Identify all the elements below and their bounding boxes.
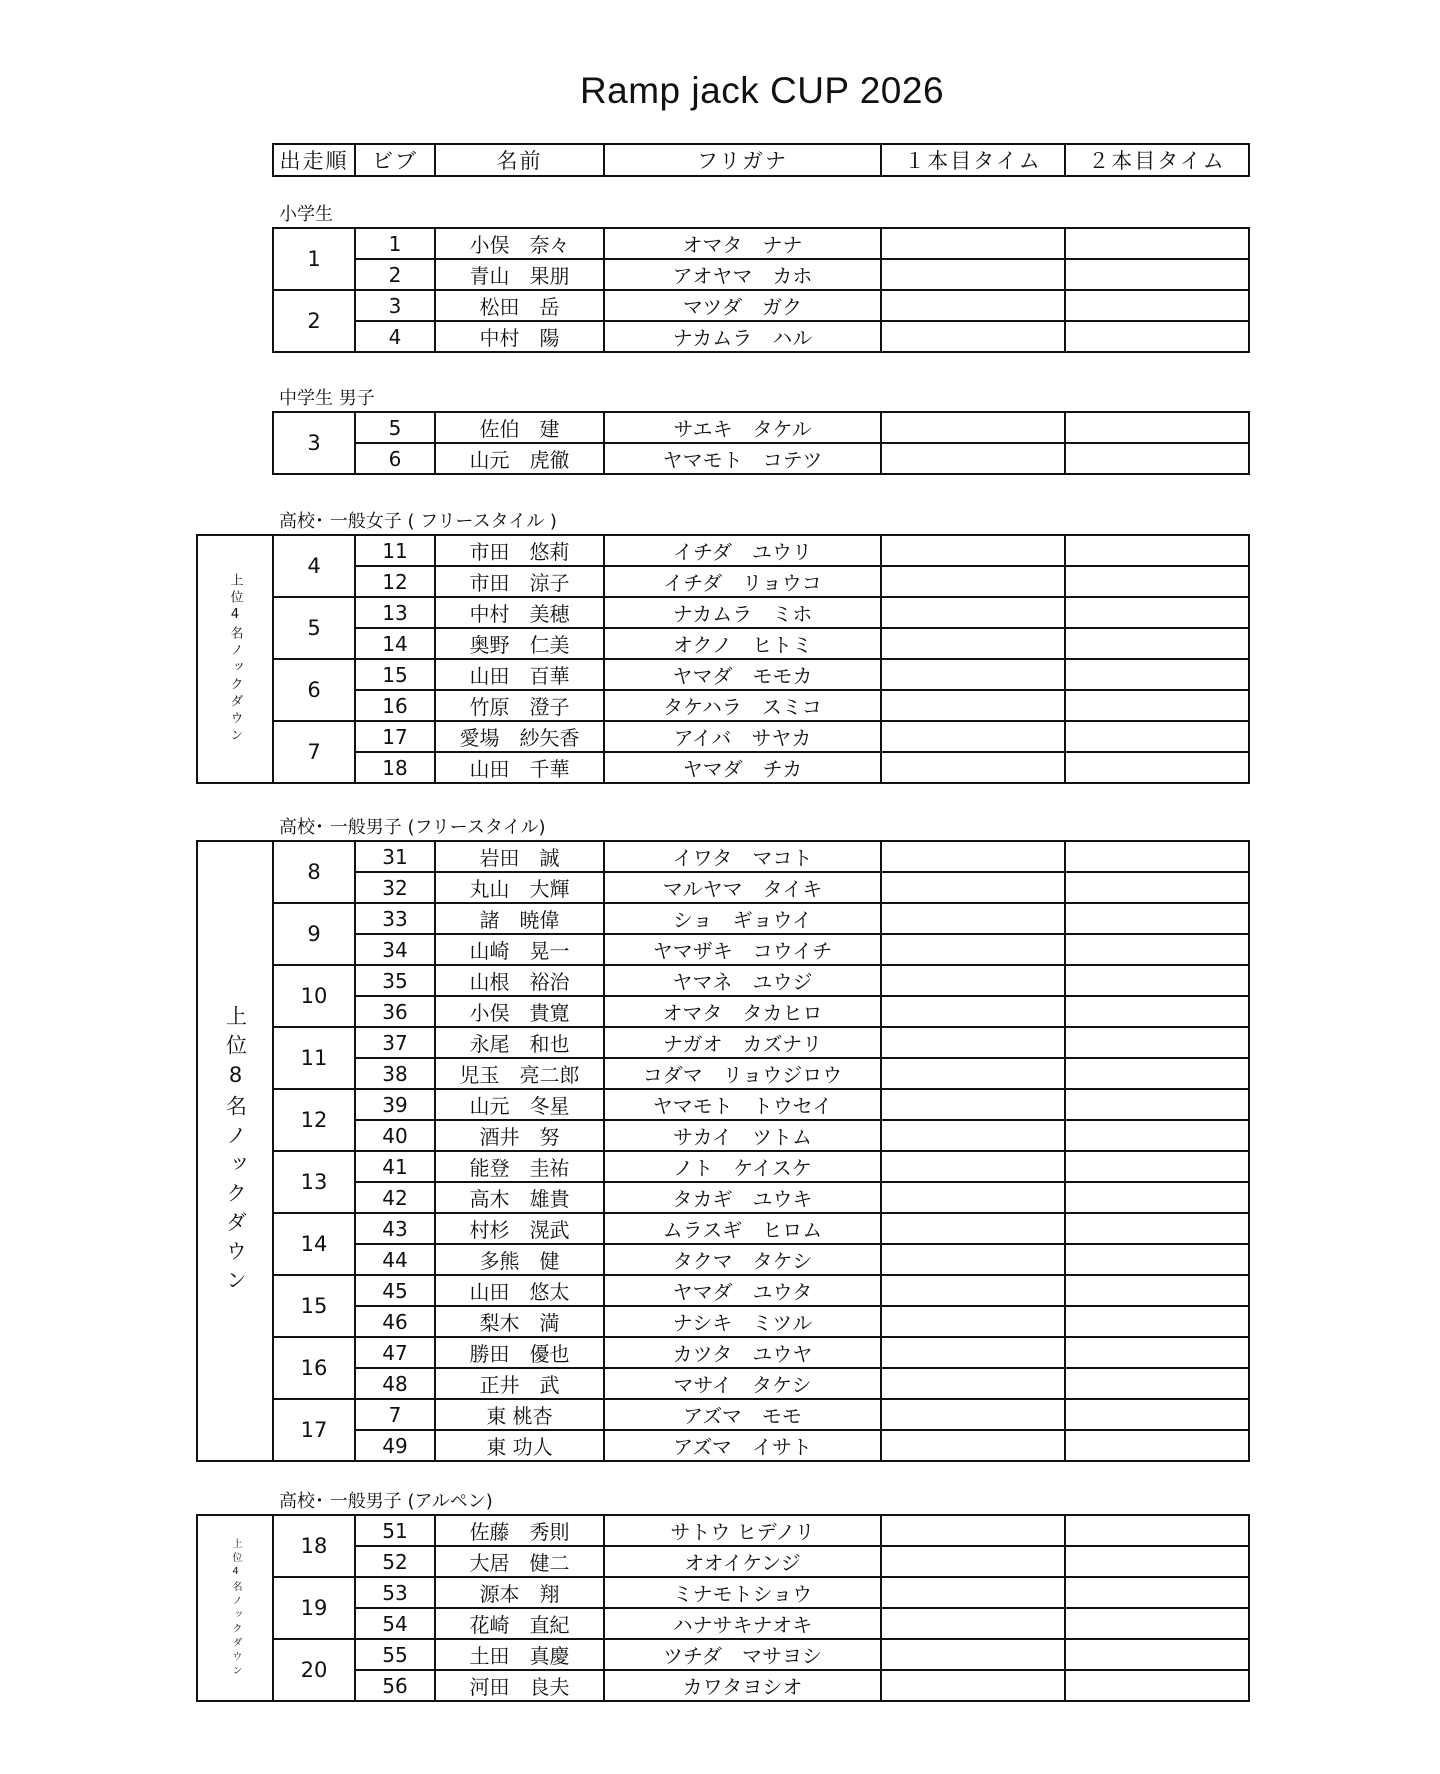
header-time-1: １本目タイム — [881, 144, 1065, 176]
rider-furigana: カツタ ユウヤ — [604, 1337, 881, 1368]
table-row — [273, 412, 1249, 443]
time-2-cell[interactable] — [1065, 321, 1249, 352]
rider-name: 山元 虎徹 — [435, 443, 604, 474]
time-1-cell[interactable] — [881, 1670, 1065, 1701]
time-2-cell[interactable] — [1065, 597, 1249, 628]
time-1-cell[interactable] — [881, 597, 1065, 628]
time-1-cell[interactable] — [881, 1244, 1065, 1275]
table-row — [273, 259, 1249, 290]
bib-number: 12 — [355, 566, 435, 597]
rider-furigana: ナカムラ ハル — [604, 321, 881, 352]
time-2-cell[interactable] — [1065, 934, 1249, 965]
time-1-cell[interactable] — [881, 321, 1065, 352]
run-order: 14 — [273, 1213, 355, 1275]
rider-name: 山崎 晃一 — [435, 934, 604, 965]
rider-furigana: ムラスギ ヒロム — [604, 1213, 881, 1244]
table-row — [197, 934, 1249, 965]
table-row — [197, 1058, 1249, 1089]
table-row — [197, 721, 1249, 752]
table-row — [197, 965, 1249, 996]
bib-number: 35 — [355, 965, 435, 996]
bib-number: 42 — [355, 1182, 435, 1213]
time-2-cell[interactable] — [1065, 1089, 1249, 1120]
rider-furigana: サトウ ヒデノリ — [604, 1515, 881, 1546]
table-row — [273, 443, 1249, 474]
table-row — [273, 290, 1249, 321]
section-label: 小学生 — [279, 204, 333, 225]
bib-number: 46 — [355, 1306, 435, 1337]
rider-furigana: タカギ ユウキ — [604, 1182, 881, 1213]
section-label: 高校･ 一般男子 (フリースタイル) — [279, 817, 546, 838]
time-1-cell[interactable] — [881, 1337, 1065, 1368]
table-row — [197, 1275, 1249, 1306]
time-2-cell[interactable] — [1065, 1120, 1249, 1151]
run-order: 11 — [273, 1027, 355, 1089]
rider-furigana: イワタ マコト — [604, 841, 881, 872]
time-2-cell[interactable] — [1065, 1058, 1249, 1089]
rider-furigana: ミナモトショウ — [604, 1577, 881, 1608]
run-order: 10 — [273, 965, 355, 1027]
rider-name: 勝田 優也 — [435, 1337, 604, 1368]
rider-name: 多熊 健 — [435, 1244, 604, 1275]
bib-number: 31 — [355, 841, 435, 872]
table-row — [197, 872, 1249, 903]
rider-furigana: イチダ ユウリ — [604, 535, 881, 566]
time-1-cell[interactable] — [881, 1120, 1065, 1151]
rider-furigana: コダマ リョウジロウ — [604, 1058, 881, 1089]
time-2-cell[interactable] — [1065, 1399, 1249, 1430]
run-order: 19 — [273, 1577, 355, 1639]
time-2-cell[interactable] — [1065, 1639, 1249, 1670]
rider-name: 小俣 奈々 — [435, 228, 604, 259]
rider-furigana: ハナサキナオキ — [604, 1608, 881, 1639]
bib-number: 18 — [355, 752, 435, 783]
run-order: 16 — [273, 1337, 355, 1399]
bib-number: 3 — [355, 290, 435, 321]
time-1-cell[interactable] — [881, 535, 1065, 566]
rider-name: 市田 悠莉 — [435, 535, 604, 566]
time-2-cell[interactable] — [1065, 1213, 1249, 1244]
time-1-cell[interactable] — [881, 1639, 1065, 1670]
rider-name: 諸 暁偉 — [435, 903, 604, 934]
table-row — [197, 1546, 1249, 1577]
bib-number: 41 — [355, 1151, 435, 1182]
bib-number: 34 — [355, 934, 435, 965]
rider-furigana: カワタヨシオ — [604, 1670, 881, 1701]
bib-number: 56 — [355, 1670, 435, 1701]
rider-furigana: サエキ タケル — [604, 412, 881, 443]
time-1-cell[interactable] — [881, 1213, 1065, 1244]
rider-furigana: イチダ リョウコ — [604, 566, 881, 597]
bib-number: 51 — [355, 1515, 435, 1546]
table-row — [197, 535, 1249, 566]
rider-name: 丸山 大輝 — [435, 872, 604, 903]
time-2-cell[interactable] — [1065, 566, 1249, 597]
rider-name: 岩田 誠 — [435, 841, 604, 872]
time-2-cell[interactable] — [1065, 872, 1249, 903]
rider-furigana: アズマ イサト — [604, 1430, 881, 1461]
rider-name: 山元 冬星 — [435, 1089, 604, 1120]
time-1-cell[interactable] — [881, 752, 1065, 783]
time-2-cell[interactable] — [1065, 412, 1249, 443]
bib-number: 32 — [355, 872, 435, 903]
rider-furigana: ナカムラ ミホ — [604, 597, 881, 628]
rider-furigana: サカイ ツトム — [604, 1120, 881, 1151]
section-label: 中学生 男子 — [279, 388, 375, 409]
table-row — [273, 321, 1249, 352]
time-2-cell[interactable] — [1065, 1275, 1249, 1306]
table-row — [197, 1515, 1249, 1546]
bib-number: 11 — [355, 535, 435, 566]
rider-furigana: ツチダ マサヨシ — [604, 1639, 881, 1670]
bib-number: 54 — [355, 1608, 435, 1639]
knockdown-note — [197, 1515, 273, 1701]
time-1-cell[interactable] — [881, 1027, 1065, 1058]
time-1-cell[interactable] — [881, 1399, 1065, 1430]
time-2-cell[interactable] — [1065, 228, 1249, 259]
time-2-cell[interactable] — [1065, 1546, 1249, 1577]
table-row — [197, 1182, 1249, 1213]
time-2-cell[interactable] — [1065, 1670, 1249, 1701]
knockdown-note-text: 上位8名ノックダウン — [223, 1004, 248, 1298]
run-order: 18 — [273, 1515, 355, 1577]
rider-name: 松田 岳 — [435, 290, 604, 321]
table-row — [197, 1120, 1249, 1151]
rider-name: 能登 圭祐 — [435, 1151, 604, 1182]
rider-furigana: オクノ ヒトミ — [604, 628, 881, 659]
run-order: 4 — [273, 535, 355, 597]
bib-number: 4 — [355, 321, 435, 352]
rider-name: 正井 武 — [435, 1368, 604, 1399]
rider-name: 花崎 直紀 — [435, 1608, 604, 1639]
rider-name: 佐藤 秀則 — [435, 1515, 604, 1546]
rider-furigana: ヤマダ モモカ — [604, 659, 881, 690]
rider-name: 源本 翔 — [435, 1577, 604, 1608]
time-2-cell[interactable] — [1065, 1368, 1249, 1399]
bib-number: 33 — [355, 903, 435, 934]
time-1-cell[interactable] — [881, 903, 1065, 934]
time-1-cell[interactable] — [881, 628, 1065, 659]
time-2-cell[interactable] — [1065, 259, 1249, 290]
table-row — [197, 1213, 1249, 1244]
bib-number: 44 — [355, 1244, 435, 1275]
rider-name: 佐伯 建 — [435, 412, 604, 443]
time-2-cell[interactable] — [1065, 1337, 1249, 1368]
bib-number: 48 — [355, 1368, 435, 1399]
rider-furigana: マサイ タケシ — [604, 1368, 881, 1399]
run-order: 20 — [273, 1639, 355, 1701]
rider-name: 大居 健二 — [435, 1546, 604, 1577]
rider-furigana: ヤマモト トウセイ — [604, 1089, 881, 1120]
bib-number: 1 — [355, 228, 435, 259]
bib-number: 6 — [355, 443, 435, 474]
time-1-cell[interactable] — [881, 1089, 1065, 1120]
bib-number: 52 — [355, 1546, 435, 1577]
time-2-cell[interactable] — [1065, 628, 1249, 659]
table-row — [197, 597, 1249, 628]
bib-number: 55 — [355, 1639, 435, 1670]
bib-number: 38 — [355, 1058, 435, 1089]
rider-name: 愛場 紗矢香 — [435, 721, 604, 752]
time-2-cell[interactable] — [1065, 841, 1249, 872]
time-2-cell[interactable] — [1065, 1151, 1249, 1182]
rider-furigana: アイバ サヤカ — [604, 721, 881, 752]
rider-name: 山田 悠太 — [435, 1275, 604, 1306]
table-row — [197, 1244, 1249, 1275]
bib-number: 39 — [355, 1089, 435, 1120]
rider-furigana: ヤマネ ユウジ — [604, 965, 881, 996]
bib-number: 53 — [355, 1577, 435, 1608]
rider-furigana: タクマ タケシ — [604, 1244, 881, 1275]
section-label: 高校･ 一般女子 ( フリースタイル ) — [279, 511, 557, 532]
rider-name: 永尾 和也 — [435, 1027, 604, 1058]
rider-furigana: ノト ケイスケ — [604, 1151, 881, 1182]
time-1-cell[interactable] — [881, 1546, 1065, 1577]
rider-name: 山田 千華 — [435, 752, 604, 783]
rider-name: 河田 良夫 — [435, 1670, 604, 1701]
bib-number: 43 — [355, 1213, 435, 1244]
section-label: 高校･ 一般男子 (アルペン) — [279, 1491, 493, 1512]
table-row — [197, 752, 1249, 783]
header-furigana: フリガナ — [604, 144, 881, 176]
table-row — [197, 1337, 1249, 1368]
time-1-cell[interactable] — [881, 721, 1065, 752]
time-2-cell[interactable] — [1065, 1430, 1249, 1461]
section-table — [196, 1514, 1250, 1702]
time-1-cell[interactable] — [881, 965, 1065, 996]
rider-furigana: アズマ モモ — [604, 1399, 881, 1430]
section-table — [272, 411, 1250, 475]
header-order: 出走順 — [273, 144, 355, 176]
rider-name: 竹原 澄子 — [435, 690, 604, 721]
run-order: 6 — [273, 659, 355, 721]
bib-number: 45 — [355, 1275, 435, 1306]
bib-number: 13 — [355, 597, 435, 628]
bib-number: 47 — [355, 1337, 435, 1368]
table-row — [197, 1430, 1249, 1461]
time-1-cell[interactable] — [881, 690, 1065, 721]
time-1-cell[interactable] — [881, 1275, 1065, 1306]
time-2-cell[interactable] — [1065, 1027, 1249, 1058]
rider-name: 青山 果朋 — [435, 259, 604, 290]
section-table — [196, 840, 1250, 1462]
rider-furigana: オマタ タカヒロ — [604, 996, 881, 1027]
time-2-cell[interactable] — [1065, 1182, 1249, 1213]
rider-name: 奥野 仁美 — [435, 628, 604, 659]
rider-name: 山田 百華 — [435, 659, 604, 690]
time-1-cell[interactable] — [881, 443, 1065, 474]
table-row — [197, 1608, 1249, 1639]
table-row — [197, 903, 1249, 934]
time-1-cell[interactable] — [881, 1151, 1065, 1182]
knockdown-note-text: 上位4名ノックダウン — [230, 1537, 241, 1679]
rider-furigana: ヤマモト コテツ — [604, 443, 881, 474]
rider-furigana: ヤマダ ユウタ — [604, 1275, 881, 1306]
rider-name: 市田 涼子 — [435, 566, 604, 597]
bib-number: 2 — [355, 259, 435, 290]
bib-number: 5 — [355, 412, 435, 443]
bib-number: 36 — [355, 996, 435, 1027]
time-2-cell[interactable] — [1065, 1244, 1249, 1275]
time-2-cell[interactable] — [1065, 290, 1249, 321]
time-2-cell[interactable] — [1065, 659, 1249, 690]
page-title: Ramp jack CUP 2026 — [579, 70, 945, 111]
time-1-cell[interactable] — [881, 259, 1065, 290]
time-1-cell[interactable] — [881, 412, 1065, 443]
time-1-cell[interactable] — [881, 659, 1065, 690]
run-order: 1 — [273, 228, 355, 290]
table-row — [197, 1639, 1249, 1670]
table-row — [197, 1151, 1249, 1182]
time-2-cell[interactable] — [1065, 965, 1249, 996]
time-2-cell[interactable] — [1065, 1306, 1249, 1337]
rider-name: 東 功人 — [435, 1430, 604, 1461]
time-1-cell[interactable] — [881, 872, 1065, 903]
time-1-cell[interactable] — [881, 566, 1065, 597]
table-row — [197, 659, 1249, 690]
time-2-cell[interactable] — [1065, 1515, 1249, 1546]
table-row — [197, 996, 1249, 1027]
rider-furigana: ヤマダ チカ — [604, 752, 881, 783]
rider-name: 酒井 努 — [435, 1120, 604, 1151]
time-2-cell[interactable] — [1065, 535, 1249, 566]
rider-furigana: ヤマザキ コウイチ — [604, 934, 881, 965]
time-2-cell[interactable] — [1065, 752, 1249, 783]
rider-name: 児玉 亮二郎 — [435, 1058, 604, 1089]
rider-name: 土田 真慶 — [435, 1639, 604, 1670]
bib-number: 15 — [355, 659, 435, 690]
rider-furigana: アオヤマ カホ — [604, 259, 881, 290]
run-order: 13 — [273, 1151, 355, 1213]
bib-number: 40 — [355, 1120, 435, 1151]
time-2-cell[interactable] — [1065, 1608, 1249, 1639]
header-time-2: ２本目タイム — [1065, 144, 1249, 176]
run-order: 7 — [273, 721, 355, 783]
run-order: 9 — [273, 903, 355, 965]
table-row — [197, 566, 1249, 597]
time-2-cell[interactable] — [1065, 903, 1249, 934]
rider-furigana: オオイケンジ — [604, 1546, 881, 1577]
knockdown-note-text: 上位4名ノックダウン — [227, 572, 243, 745]
time-1-cell[interactable] — [881, 996, 1065, 1027]
run-order: 3 — [273, 412, 355, 474]
time-1-cell[interactable] — [881, 1608, 1065, 1639]
rider-furigana: ナシキ ミツル — [604, 1306, 881, 1337]
rider-furigana: タケハラ スミコ — [604, 690, 881, 721]
rider-furigana: マツダ ガク — [604, 290, 881, 321]
bib-number: 7 — [355, 1399, 435, 1430]
run-order: 15 — [273, 1275, 355, 1337]
time-1-cell[interactable] — [881, 841, 1065, 872]
rider-name: 高木 雄貴 — [435, 1182, 604, 1213]
bib-number: 14 — [355, 628, 435, 659]
time-1-cell[interactable] — [881, 1577, 1065, 1608]
time-2-cell[interactable] — [1065, 443, 1249, 474]
rider-name: 中村 美穂 — [435, 597, 604, 628]
table-row — [273, 228, 1249, 259]
table-row — [197, 1306, 1249, 1337]
table-row — [197, 628, 1249, 659]
time-2-cell[interactable] — [1065, 690, 1249, 721]
time-1-cell[interactable] — [881, 228, 1065, 259]
rider-name: 中村 陽 — [435, 321, 604, 352]
rider-furigana: ショ ギョウイ — [604, 903, 881, 934]
rider-furigana: オマタ ナナ — [604, 228, 881, 259]
table-row — [197, 1368, 1249, 1399]
run-order: 8 — [273, 841, 355, 903]
time-2-cell[interactable] — [1065, 1577, 1249, 1608]
header-name: 名前 — [435, 144, 604, 176]
run-order: 12 — [273, 1089, 355, 1151]
time-2-cell[interactable] — [1065, 996, 1249, 1027]
section-table — [272, 227, 1250, 353]
table-row — [197, 690, 1249, 721]
run-order: 5 — [273, 597, 355, 659]
section-table — [196, 534, 1250, 784]
rider-name: 村杉 滉武 — [435, 1213, 604, 1244]
time-1-cell[interactable] — [881, 1182, 1065, 1213]
bib-number: 49 — [355, 1430, 435, 1461]
table-row — [197, 1577, 1249, 1608]
time-1-cell[interactable] — [881, 1306, 1065, 1337]
header-bib: ビブ — [355, 144, 435, 176]
knockdown-note — [197, 841, 273, 1461]
bib-number: 16 — [355, 690, 435, 721]
knockdown-note — [197, 535, 273, 783]
time-1-cell[interactable] — [881, 1368, 1065, 1399]
bib-number: 17 — [355, 721, 435, 752]
bib-number: 37 — [355, 1027, 435, 1058]
time-1-cell[interactable] — [881, 1515, 1065, 1546]
table-row — [197, 841, 1249, 872]
run-order: 17 — [273, 1399, 355, 1461]
table-row — [197, 1670, 1249, 1701]
table-row — [197, 1089, 1249, 1120]
table-row — [197, 1399, 1249, 1430]
time-2-cell[interactable] — [1065, 721, 1249, 752]
rider-name: 梨木 満 — [435, 1306, 604, 1337]
header-table — [272, 143, 1250, 177]
time-1-cell[interactable] — [881, 1430, 1065, 1461]
rider-name: 山根 裕治 — [435, 965, 604, 996]
rider-furigana: マルヤマ タイキ — [604, 872, 881, 903]
run-order: 2 — [273, 290, 355, 352]
rider-name: 小俣 貴寛 — [435, 996, 604, 1027]
rider-furigana: ナガオ カズナリ — [604, 1027, 881, 1058]
time-1-cell[interactable] — [881, 290, 1065, 321]
time-1-cell[interactable] — [881, 934, 1065, 965]
rider-name: 東 桃杏 — [435, 1399, 604, 1430]
time-1-cell[interactable] — [881, 1058, 1065, 1089]
table-row — [197, 1027, 1249, 1058]
